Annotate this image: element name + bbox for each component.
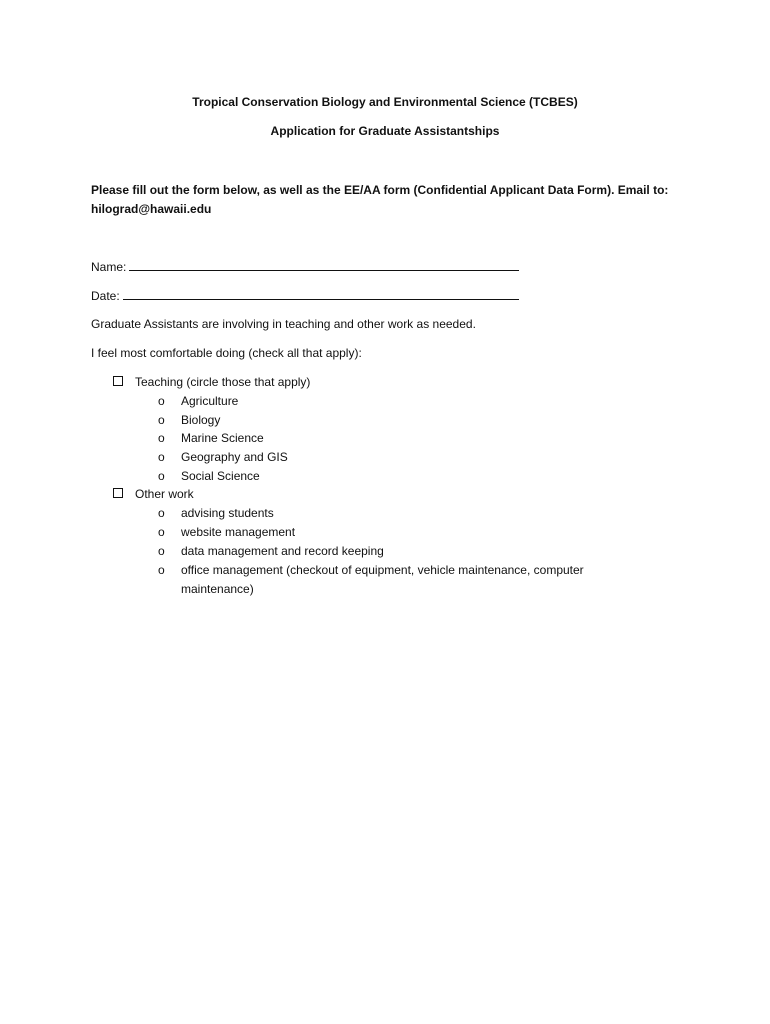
teaching-option-social-science: Social Science (181, 469, 260, 483)
other-work-checkbox-item (113, 486, 194, 502)
other-work-checkbox[interactable] (113, 488, 123, 498)
teaching-option-agriculture: Agriculture (181, 394, 239, 408)
date-field (91, 287, 519, 304)
teaching-option-biology: Biology (181, 413, 221, 427)
instructions-text: Please fill out the form below, as well as the EE/AA form (Confidential Applicant Data Form). Email to: (91, 183, 669, 197)
other-work-option-data-management: data management and record keeping (181, 544, 384, 558)
bullet-icon: o (158, 563, 165, 577)
intro-paragraph: Graduate Assistants are involving in teaching and other work as needed. (91, 317, 476, 331)
other-work-option-website: website management (181, 525, 296, 539)
teaching-label: Teaching (circle those that apply) (135, 375, 311, 389)
teaching-option-geography-gis: Geography and GIS (181, 450, 288, 464)
other-work-option-office-management: office management (checkout of equipment, vehicle maintenance, computer maintenance) (181, 563, 584, 596)
email-address: hilograd@hawaii.edu (91, 202, 212, 216)
other-work-option-advising: advising students (181, 506, 274, 520)
name-blank-line[interactable] (129, 258, 519, 271)
teaching-option-marine-science: Marine Science (181, 431, 264, 445)
document-title: Tropical Conservation Biology and Environmental Science (TCBES) (192, 95, 578, 109)
name-label: Name: (91, 260, 127, 274)
teaching-checkbox[interactable] (113, 376, 123, 386)
document-subtitle: Application for Graduate Assistantships (270, 124, 500, 138)
date-blank-line[interactable] (123, 287, 519, 300)
check-instructions: I feel most comfortable doing (check all that apply): (91, 346, 362, 360)
instructions (91, 181, 691, 219)
bullet-icon: o (158, 525, 165, 539)
bullet-icon: o (158, 450, 165, 464)
bullet-icon: o (158, 431, 165, 445)
other-work-label: Other work (135, 487, 194, 501)
bullet-icon: o (158, 544, 165, 558)
teaching-checkbox-item (113, 374, 310, 390)
date-label: Date: (91, 289, 120, 303)
bullet-icon: o (158, 413, 165, 427)
bullet-icon: o (158, 394, 165, 408)
bullet-icon: o (158, 469, 165, 483)
bullet-icon: o (158, 506, 165, 520)
name-field (91, 258, 519, 275)
